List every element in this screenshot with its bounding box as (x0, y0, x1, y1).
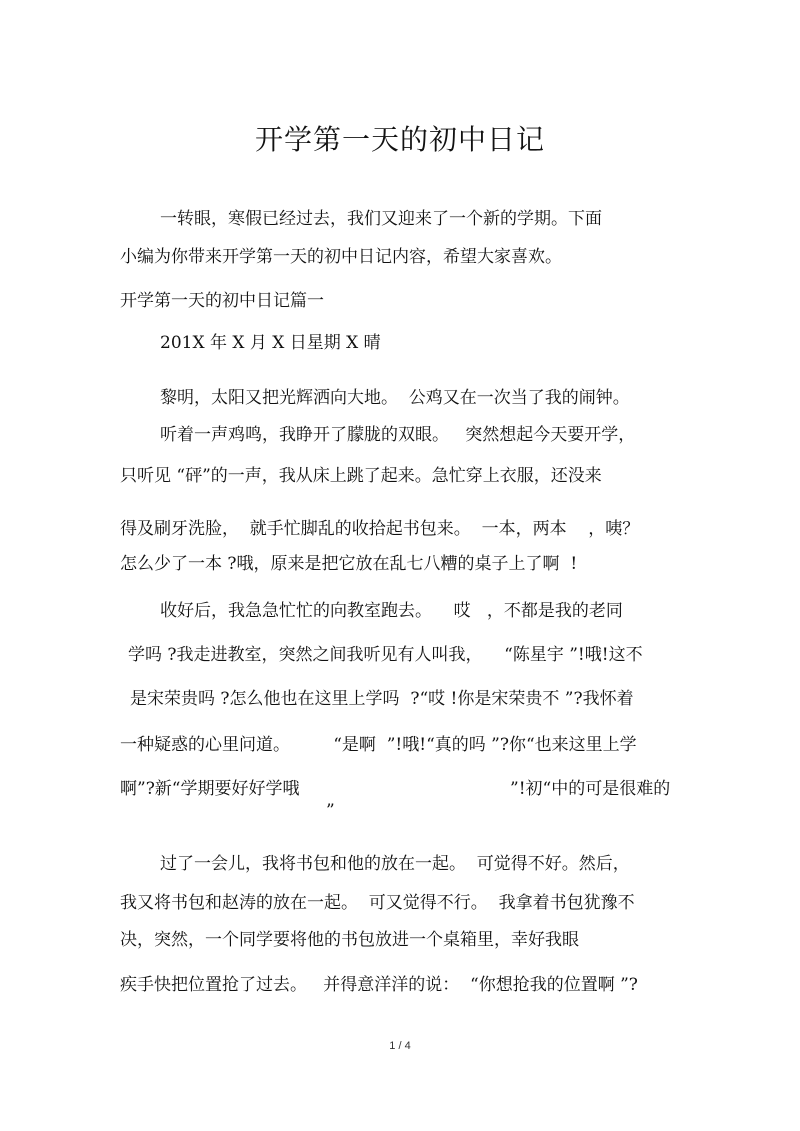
paragraph-line: 小编为你带来开学第一天的初中日记内容，希望大家喜欢。 (120, 247, 562, 267)
paragraph-line: 听着一声鸡鸣，我睁开了朦胧的双眼。 突然想起今天要开学， (160, 425, 636, 445)
paragraph-line: 收好后，我急急忙忙的向教室跑去。 哎 ，不都是我的老同 (160, 601, 623, 621)
diary-date: 201X 年 X 月 X 日星期 X 晴 (160, 333, 381, 353)
paragraph-line: 啊”?新“学期要好好学哦 (120, 779, 300, 799)
paragraph-line: 决，突然，一个同学要将他的书包放进一个桌箱里，幸好我眼 (120, 930, 579, 950)
page-title: 开学第一天的初中日记 (254, 123, 545, 156)
paragraph-line: 学吗 ?我走进教室，突然之间我听见有人叫我， “陈星宇 ”!哦!这不 (128, 645, 643, 665)
paragraph-line: ”!初“中的可是很难的 (510, 779, 671, 799)
paragraph-line: 是宋荣贵吗 ?怎么他也在这里上学吗 ?“哎 !你是宋荣贵不 ”?我怀着 (130, 689, 634, 709)
stray-quote-mark: ” (326, 801, 335, 821)
paragraph-line: 只听见 “砰”的一声，我从床上跳了起来。急忙穿上衣服，还没来 (120, 466, 602, 486)
paragraph-line: 我又将书包和赵涛的放在一起。 可又觉得不行。 我拿着书包犹豫不 (120, 893, 635, 913)
paragraph-line: 一转眼，寒假已经过去，我们又迎来了一个新的学期。下面 (160, 209, 602, 229)
paragraph-line: 过了一会儿，我将书包和他的放在一起。 可觉得不好。然后， (160, 854, 630, 874)
paragraph-line: 疾手快把位置抢了过去。 并得意洋洋的说： “你想抢我的位置啊 ”? (120, 975, 638, 995)
paragraph-line: 得及刷牙洗脸， 就手忙脚乱的收拾起书包来。 一本，两本 ，咦？ (120, 519, 640, 539)
paragraph-line: 一种疑惑的心里问道。 “是啊 ”!哦!“真的吗 ”?你“也来这里上学 (120, 735, 637, 755)
page-number: 1 / 4 (389, 1040, 411, 1052)
section-heading: 开学第一天的初中日记篇一 (120, 291, 324, 311)
paragraph-line: 黎明，太阳又把光辉洒向大地。 公鸡又在一次当了我的闹钟。 (160, 388, 630, 408)
paragraph-line: 怎么少了一本 ?哦，原来是把它放在乱七八糟的桌子上了啊 ! (120, 554, 578, 574)
